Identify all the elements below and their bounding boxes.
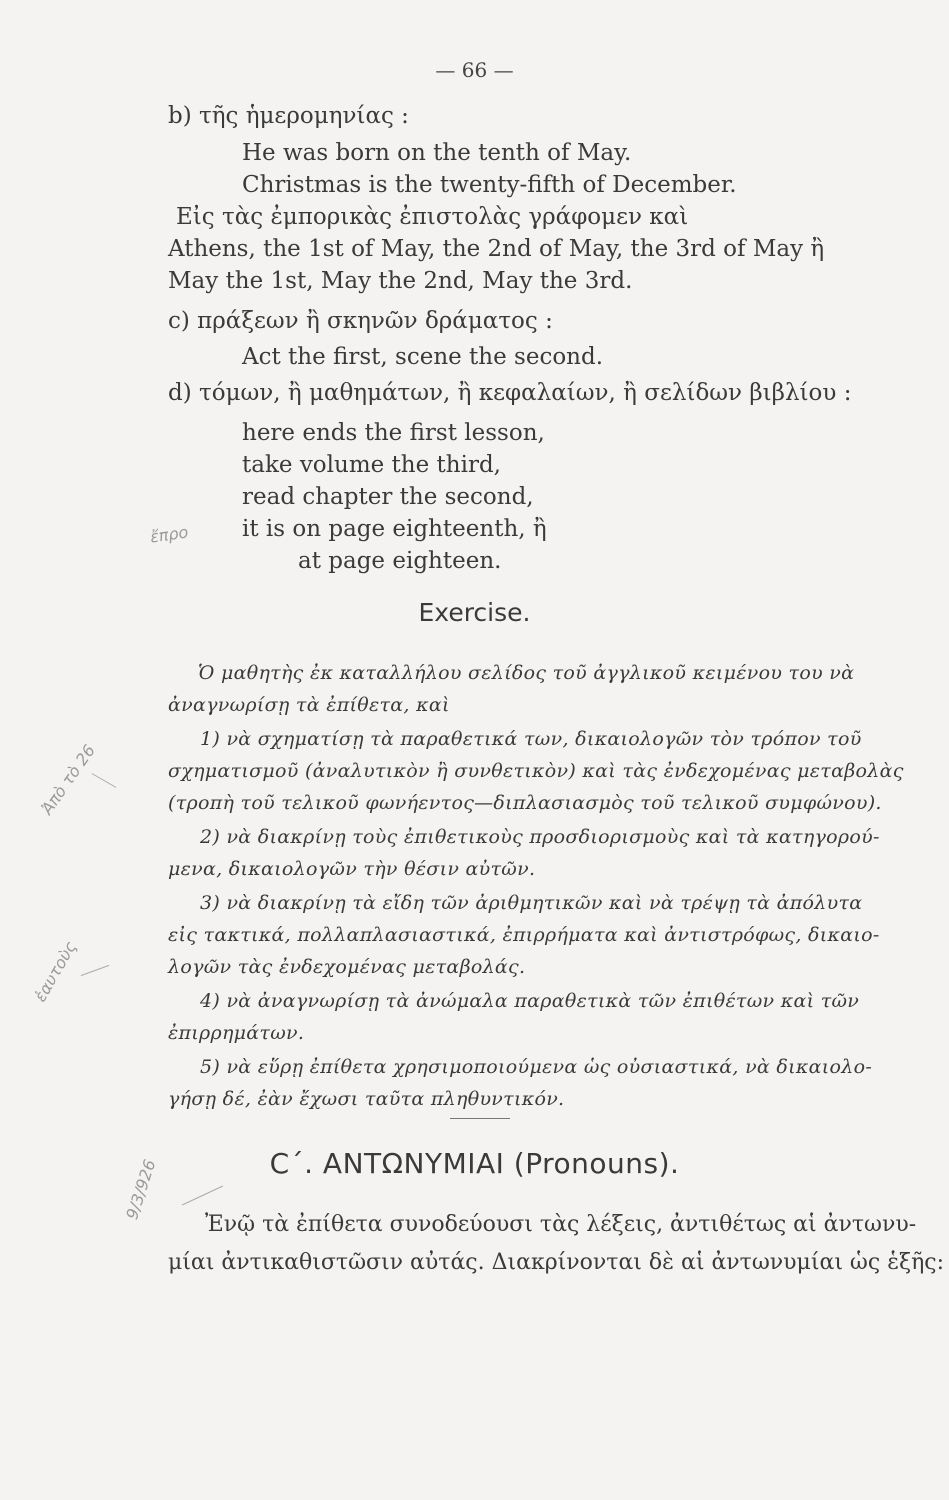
- text-line: Act the first, scene the second.: [242, 344, 604, 370]
- text-line: it is on page eighteenth, ἢ: [242, 516, 547, 542]
- text-line: read chapter the second,: [242, 484, 534, 510]
- exercise-line: σχηματισμοῦ (ἀναλυτικὸν ἢ συνθετικὸν) καὶ τὰς ἐνδεχομένας μεταβολὰς: [168, 760, 904, 782]
- text-line-c: c) πράξεων ἢ σκηνῶν δράματος :: [168, 308, 553, 334]
- ornament-divider: [450, 1118, 510, 1120]
- margin-date: 9/3/926: [122, 1157, 160, 1222]
- exercise-item-2: 2) νὰ διακρίνῃ τοὺς ἐπιθετικοὺς προσδιορισμοὺς καὶ τὰ κατηγορού-: [200, 826, 880, 848]
- exercise-line: (τροπὴ τοῦ τελικοῦ φωνήεντος—διπλασιασμὸς τοῦ τελικοῦ συμφώνου).: [168, 792, 882, 814]
- text-line: Εἰς τὰς ἐμπορικὰς ἐπιστολὰς γράφομεν καὶ: [176, 204, 689, 230]
- text-line: He was born on the tenth of May.: [242, 140, 632, 166]
- text-line: at page eighteen.: [298, 548, 502, 574]
- margin-note: ἔπρο: [148, 522, 190, 547]
- paragraph-line: Ἐνῷ τὰ ἐπίθετα συνοδεύουσι τὰς λέξεις, ἀντιθέτως αἱ ἀντωνυ-: [205, 1212, 917, 1237]
- paragraph-line: μίαι ἀντικαθιστῶσιν αὐτάς. Διακρίνονται δὲ αἱ ἀντωνυμίαι ὡς ἑξῆς:: [168, 1250, 945, 1275]
- exercise-item-4: 4) νὰ ἀναγνωρίσῃ τὰ ἀνώμαλα παραθετικὰ τῶν ἐπιθέτων καὶ τῶν: [200, 990, 860, 1012]
- pencil-arrow: [182, 1186, 223, 1206]
- text-line: Christmas is the twenty-fifth of December.: [242, 172, 737, 198]
- exercise-line: μενα, δικαιολογῶν τὴν θέσιν αὐτῶν.: [168, 858, 536, 880]
- text-line-b: b) τῆς ἡμερομηνίας :: [168, 103, 409, 129]
- section-heading: C΄. ΑΝΤΩΝΥΜΙΑΙ (Pronouns).: [269, 1147, 680, 1180]
- exercise-item-3: 3) νὰ διακρίνῃ τὰ εἴδη τῶν ἀριθμητικῶν καὶ νὰ τρέψῃ τὰ ἀπόλυτα: [200, 892, 863, 914]
- margin-note: Ἀπὸ τὸ 26: [37, 741, 99, 818]
- exercise-line: εἰς τακτικά, πολλαπλασιαστικά, ἐπιρρήματα καὶ ἀντιστρόφως, δικαιο-: [168, 924, 880, 946]
- pencil-mark: [92, 773, 117, 788]
- exercise-line: λογῶν τὰς ἐνδεχομένας μεταβολάς.: [168, 956, 526, 978]
- exercise-line: Ὁ μαθητὴς ἐκ καταλλήλου σελίδος τοῦ ἀγγλικοῦ κειμένου του νὰ: [198, 662, 855, 684]
- exercise-item-5: 5) νὰ εὕρῃ ἐπίθετα χρησιμοποιούμενα ὡς οὐσιαστικά, νὰ δικαιολο-: [200, 1056, 873, 1078]
- text-line: Athens, the 1st of May, the 2nd of May, the 3rd of May ἢ: [168, 236, 825, 262]
- margin-note: ἑαυτοὺς: [30, 937, 81, 1006]
- exercise-heading: Exercise.: [418, 598, 531, 627]
- exercise-line: ἐπιρρημάτων.: [168, 1022, 305, 1044]
- text-line: here ends the first lesson,: [242, 420, 545, 446]
- exercise-item-1: 1) νὰ σχηματίσῃ τὰ παραθετικά των, δικαιολογῶν τὸν τρόπον τοῦ: [200, 728, 862, 750]
- page-number: — 66 —: [435, 58, 514, 82]
- text-line-d: d) τόμων, ἢ μαθημάτων, ἢ κεφαλαίων, ἢ σελίδων βιβλίου :: [168, 380, 852, 406]
- text-line: take volume the third,: [242, 452, 501, 478]
- text-line: May the 1st, May the 2nd, May the 3rd.: [168, 268, 633, 294]
- exercise-line: γήσῃ δέ, ἐὰν ἔχωσι ταῦτα πληθυντικόν.: [168, 1088, 565, 1110]
- exercise-line: ἀναγνωρίσῃ τὰ ἐπίθετα, καὶ: [168, 694, 450, 716]
- pencil-mark: [81, 965, 110, 976]
